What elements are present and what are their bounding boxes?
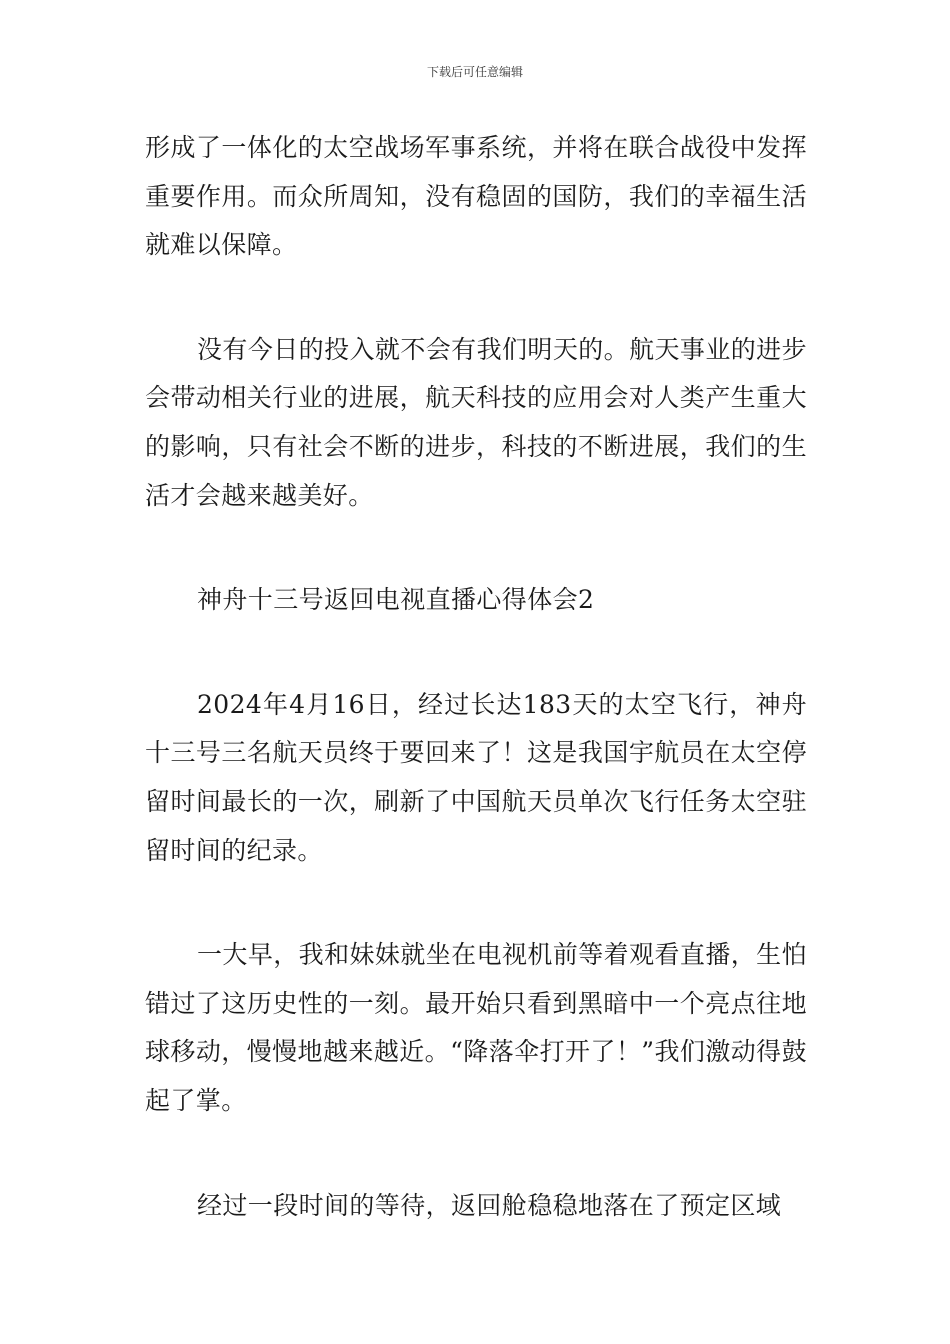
document-body — [145, 124, 807, 1230]
paragraph-gap — [145, 875, 807, 931]
paragraph: 经过一段时间的等待，返回舱稳稳地落在了预定区域 — [197, 1190, 782, 1220]
paragraph: 一大早，我和妹妹就坐在电视机前等着观看直播，生怕错过了这历史性的一刻。最开始只看到黑暗中一个亮点往地球移动，慢慢地越来越近。“降落伞打开了！”我们激动得鼓起了掌。 — [145, 940, 807, 1115]
page-header: 下载后可任意编辑 — [426, 65, 523, 79]
section-title: 神舟十三号返回电视直播心得体会2 — [197, 585, 595, 615]
paragraph: 2024年4月16日，经过长达183天的太空飞行，神舟十三号三名航天员终于要回来了！这是我国宇航员在太空停留时间最长的一次，刷新了中国航天员单次飞行任务太空驻留时间的纪录。 — [145, 689, 807, 865]
paragraph-gap — [145, 625, 807, 681]
paragraph-gap — [145, 520, 807, 576]
paragraph-gap — [145, 1126, 807, 1182]
paragraph-gap — [145, 270, 807, 326]
paragraph-continuation: 形成了一体化的太空战场军事系统，并将在联合战役中发挥重要作用。而众所周知，没有稳固的国防，我们的幸福生活就难以保障。 — [145, 133, 807, 260]
paragraph: 没有今日的投入就不会有我们明天的。航天事业的进步会带动相关行业的进展，航天科技的应用会对人类产生重大的影响，只有社会不断的进步，科技的不断进展，我们的生活才会越来越美好。 — [145, 334, 807, 510]
